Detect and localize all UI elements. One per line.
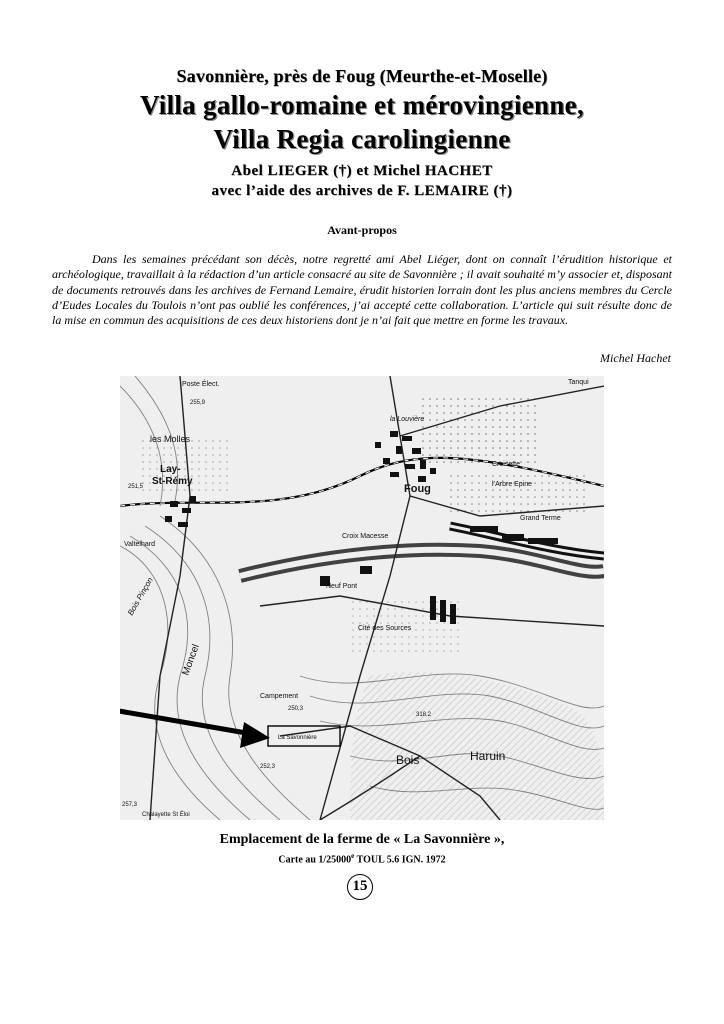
map-label: Foug [404,483,431,495]
map-label: Croisette [492,461,521,468]
map-label: 257,3 [122,802,138,808]
map-drawing [120,376,604,820]
map-label: 251,5 [128,484,144,490]
intro-paragraph [52,252,672,328]
page-number: 15 [347,874,373,900]
section-heading: Avant-propos [327,223,397,237]
map-label: Neuf Pont [326,583,358,590]
map-label: Lay- [160,464,181,475]
map-label: Grand Terme [520,515,561,522]
map-source: Carte au 1/25000e TOUL 5.6 IGN. 1972 [278,852,446,866]
map-caption: Emplacement de la ferme de « La Savonnière », [219,832,505,847]
map-label: Campement [260,693,299,700]
map-label: l’Arbre Epine [492,481,533,488]
map-label: Bois Pinçon [125,575,155,617]
map-label: 255,9 [190,400,206,406]
map-label: Chalayette St Éloi [142,812,190,818]
map-label: Poste Élect. [182,381,220,388]
map-label: 252,3 [260,764,276,770]
document-subtitle: Savonnière, près de Foug (Meurthe-et-Moselle) [176,66,548,86]
map-label: Croix Macesse [342,533,389,540]
map-label: 250,3 [288,706,304,712]
map-label: la Louvière [390,416,425,423]
authors-line-1: Abel LIEGER (†) et Michel HACHET [231,163,493,179]
map-label: Cité des Sources [358,625,412,632]
document-title-line-2: Villa Regia carolingienne [213,124,511,154]
authors-line-2: avec l’aide des archives de F. LEMAIRE (†) [211,183,513,199]
map-label: La Savonnière [278,735,317,741]
map-label: les Molles [150,434,191,444]
signature: Michel Hachet [600,351,671,365]
map-label: Moncel [180,642,202,678]
topographic-map [120,376,604,820]
document-title-line-1: Villa gallo-romaine et mérovingienne, [139,90,585,120]
map-label: Haruin [470,749,506,763]
map-label: 318,2 [416,712,432,718]
map-label: Tanqui [568,379,589,386]
map-label: Bois [396,753,420,767]
map-label: Valtelhard [124,541,156,548]
intro-text: Dans les semaines précédant son décès, notre regretté ami Abel Liéger, dont on connaît l’érudition historique et archéologique, travaillait à la rédaction d’un article consacré au site de Savonnière ; il avait souhaité m’y associer et, disposant de documents retrouvés dans les archives de Fernand Lemaire, érudit historien lorrain dont les plus anciens membres du Cercle d’Eudes Locales du Toulois n’ont pas oublié les conférences, j’ai accepté cette collaboration. L’article qui suit résulte donc de la mise en commun des acquisitions de ces deux historiens dont je n’ai fait que mettre en forme les travaux. [52,252,672,328]
map-label: St-Rémy [152,476,193,487]
